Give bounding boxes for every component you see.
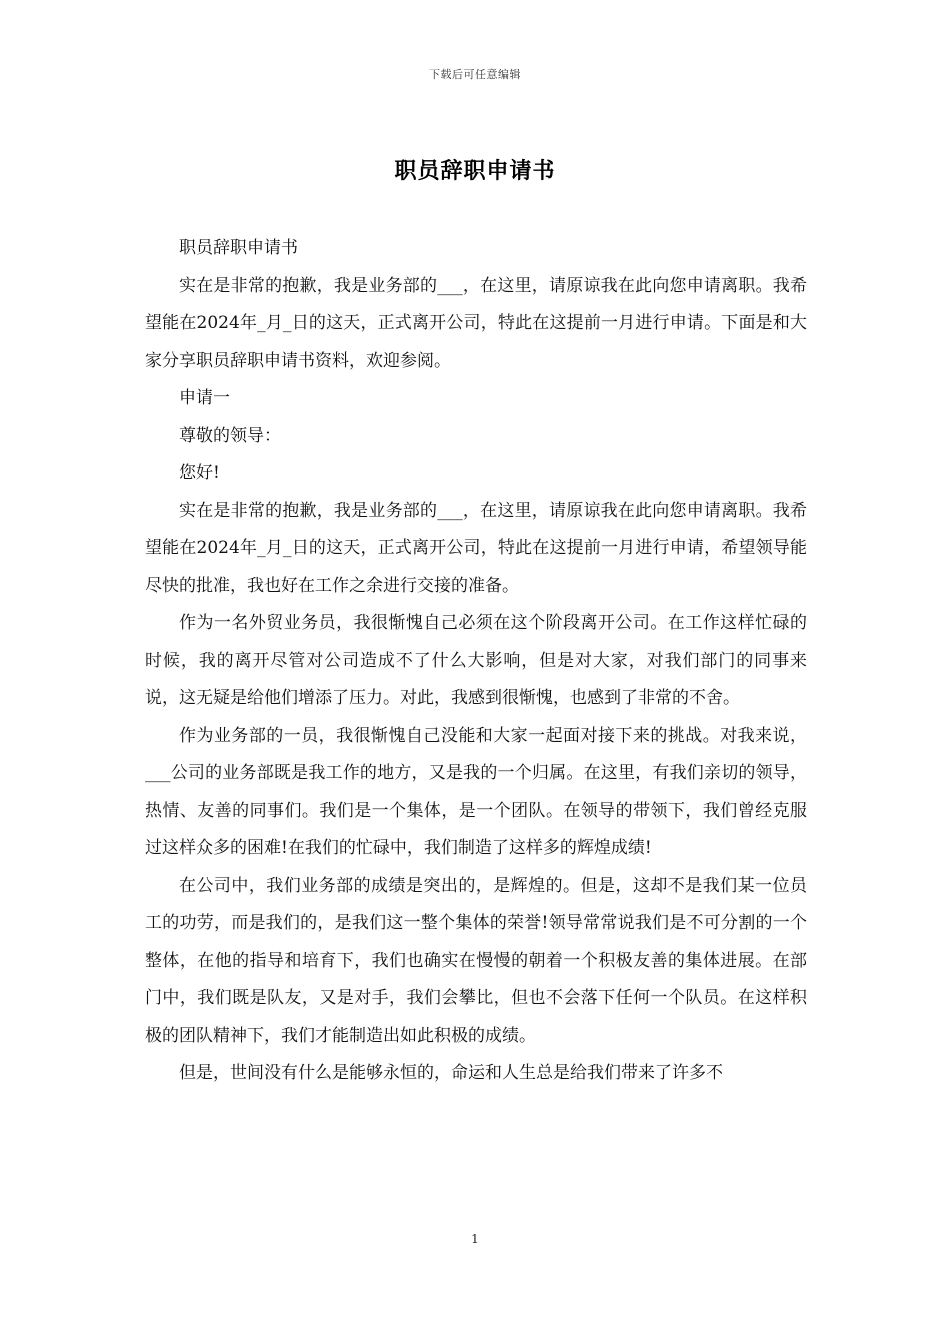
page-number: 1 <box>471 1232 479 1246</box>
paragraph-body-5: 但是，世间没有什么是能够永恒的，命运和人生总是给我们带来了许多不 <box>179 1063 723 1083</box>
paragraph-body-3: 作为业务部的一员，我很惭愧自己没能和大家一起面对接下来的挑战。对我来说，___公司的业务部既是我工作的地方，又是我的一个归属。在这里，有我们亲切的领导，热情、友善的同事们。我们是一个集体，是一个团队。在领导的带领下，我们曾经克服过这样众多的困难!在我们的忙碌中，我们制造了这样多的辉煌成绩! <box>145 725 807 858</box>
paragraph-subtitle: 职员辞职申请书 <box>179 238 298 258</box>
page-header-note: 下载后可任意编辑 <box>429 68 521 81</box>
document-body <box>145 230 807 1093</box>
paragraph-body-1: 实在是非常的抱歉，我是业务部的___，在这里，请原谅我在此向您申请离职。我希望能在2024年_月_日的这天，正式离开公司，特此在这提前一月进行申请，希望领导能尽快的批准，我也好在工作之余进行交接的准备。 <box>145 500 807 596</box>
paragraph-section-heading: 申请一 <box>179 388 230 408</box>
paragraph-salutation: 尊敬的领导： <box>179 425 281 446</box>
paragraph-body-2: 作为一名外贸业务员，我很惭愧自己必须在这个阶段离开公司。在工作这样忙碌的时候，我的离开尽管对公司造成不了什么大影响，但是对大家，对我们部门的同事来说，这无疑是给他们增添了压力。对此，我感到很惭愧，也感到了非常的不舍。 <box>145 613 807 708</box>
paragraph-greeting: 您好! <box>179 463 220 483</box>
paragraph-body-4: 在公司中，我们业务部的成绩是突出的，是辉煌的。但是，这却不是我们某一位员工的功劳，而是我们的，是我们这一整个集体的荣誉!领导常常说我们是不可分割的一个整体，在他的指导和培育下，我们也确实在慢慢的朝着一个积极友善的集体进展。在部门中，我们既是队友，又是对手，我们会攀比，但也不会落下任何一个队员。在这样积极的团队精神下，我们才能制造出如此积极的成绩。 <box>145 875 807 1046</box>
document-title: 职员辞职申请书 <box>394 158 556 184</box>
paragraph-intro: 实在是非常的抱歉，我是业务部的___，在这里，请原谅我在此向您申请离职。我希望能在2024年_月_日的这天，正式离开公司，特此在这提前一月进行申请。下面是和大家分享职员辞职申请书资料，欢迎参阅。 <box>145 275 807 371</box>
